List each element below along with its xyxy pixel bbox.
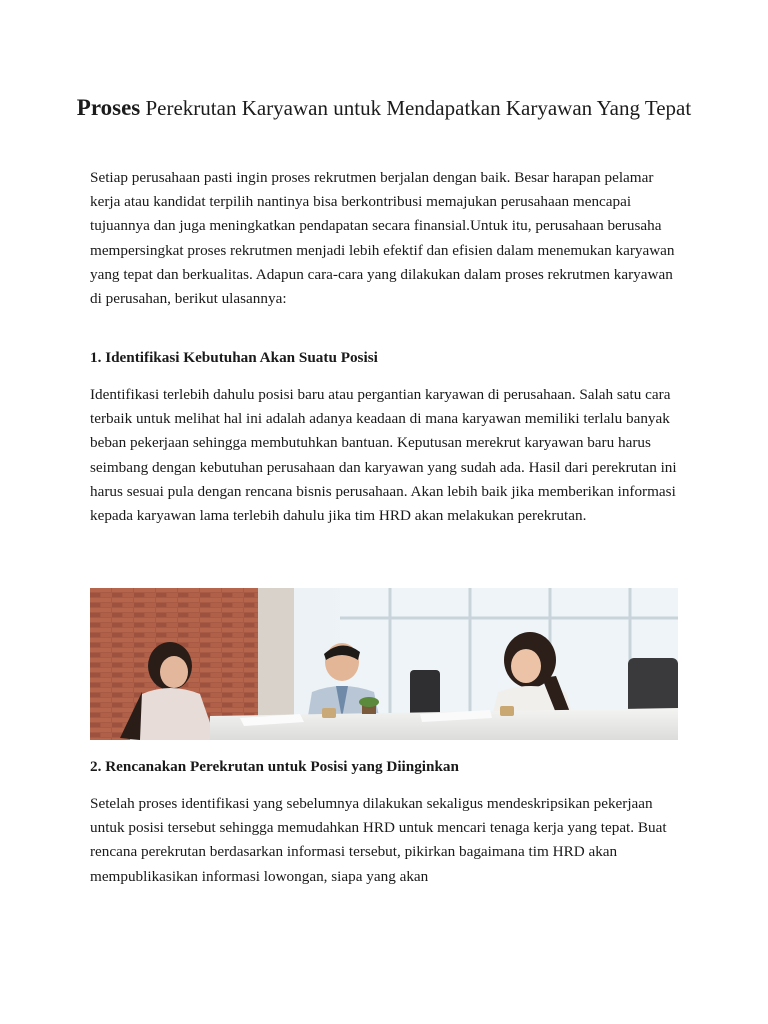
document-title	[60, 94, 708, 122]
section-2-heading: 2. Rencanakan Perekrutan untuk Posisi yang Diinginkan	[90, 758, 459, 775]
office-meeting-photo	[90, 588, 678, 740]
section-2-paragraph: Setelah proses identifikasi yang sebelumnya dilakukan sekaligus mendeskripsikan pekerjaan untuk posisi tersebut sehingga memudahkan HRD untuk mencari tenaga kerja yang tepat. Buat rencana perekrutan berdasarkan informasi tersebut, pikirkan bagaimana tim HRD akan mempublikasikan informasi lowongan, siapa yang akan	[90, 795, 667, 885]
intro-paragraph: Setiap perusahaan pasti ingin proses rekrutmen berjalan dengan baik. Besar harapan pelamar kerja atau kandidat terpilih nantinya bisa berkontribusi memajukan perusahaan mencapai tujuannya dan juga meningkatkan pendapatan secara finansial.Untuk itu, perusahaan berusaha mempersingkat proses rekrutmen menjadi lebih efektif dan efisien dalam menemukan karyawan yang tepat dan berkualitas. Adapun cara-cara yang dilakukan dalam proses rekrutmen karyawan di perusahan, berikut ulasannya:	[90, 169, 675, 308]
title-rest: Perekrutan Karyawan untuk Mendapatkan Karyawan Yang Tepat	[145, 96, 692, 120]
section-1-paragraph: Identifikasi terlebih dahulu posisi baru atau pergantian karyawan di perusahaan. Salah satu cara terbaik untuk melihat hal ini adalah adanya keadaan di mana karyawan memiliki terlalu banyak beban pekerjaan sehingga membutuhkan bantuan. Keputusan merekrut karyawan baru harus seimbang dengan kebutuhan perusahaan dan karyawan yang sudah ada. Hasil dari perekrutan ini harus sesuai pula dengan rencana bisnis perusahaan. Akan lebih baik jika memberikan informasi kepada karyawan lama terlebih dahulu jika tim HRD akan melakukan perekrutan.	[90, 386, 677, 525]
title-lead: Proses	[76, 95, 141, 120]
section-1-heading: 1. Identifikasi Kebutuhan Akan Suatu Posisi	[90, 349, 378, 366]
